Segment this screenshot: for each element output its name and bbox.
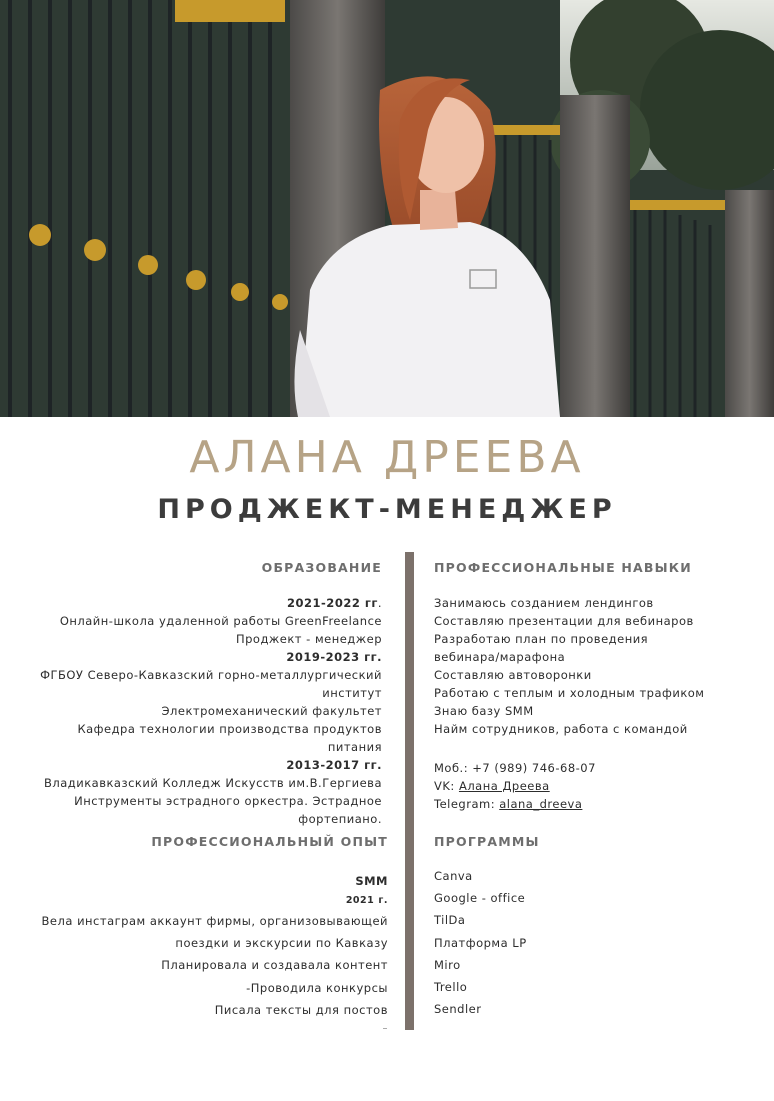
skill-2: Составляю презентации для вебинаров (434, 614, 694, 628)
programs-heading: ПРОГРАММЫ (434, 834, 540, 849)
education-heading: ОБРАЗОВАНИЕ (261, 560, 382, 575)
job-title: ПРОДЖЕКТ-МЕНЕДЖЕР (157, 494, 617, 525)
skill-8: Найм сотрудников, работа с командой (434, 722, 688, 736)
skill-1: Занимаюсь созданием лендингов (434, 596, 654, 610)
edu-2-years: 2019-2023 гг. (286, 650, 382, 664)
experience-section (30, 834, 388, 849)
contact-telegram: Telegram: alana_dreeva (434, 797, 583, 811)
programs-list (434, 865, 754, 1020)
edu-3-years: 2013-2017 гг. (286, 758, 382, 772)
skill-3: Разработаю план по проведения (434, 632, 649, 646)
exp-line-5: Писала тексты для постов (214, 1002, 388, 1017)
edu-1-school: Онлайн-школа удаленной работы GreenFreelance (59, 614, 382, 628)
exp-line-1: Вела инстаграм аккаунт фирмы, организовывающей (41, 914, 388, 928)
edu-2-faculty: Электромеханический факультет (161, 704, 382, 718)
person-name: АЛАНА ДРЕЕВА (189, 432, 585, 483)
skill-4: вебинара/марафона (434, 650, 566, 664)
program-item: Платформа LP (434, 935, 527, 950)
program-item: Sendler (434, 1002, 482, 1017)
program-item: Canva (434, 869, 473, 883)
program-item: Google - office (434, 891, 526, 906)
contact-phone: Моб.: +7 (989) 746-68-07 (434, 761, 596, 775)
program-item: TilDa (434, 913, 466, 928)
contacts (434, 759, 754, 813)
education-list (30, 594, 382, 828)
column-divider (405, 552, 414, 1030)
skills-heading: ПРОФЕССИОНАЛЬНЫЕ НАВЫКИ (434, 560, 692, 575)
edu-2-school-a: ФГБОУ Северо-Кавказский горно-металлургический (40, 668, 382, 682)
edu-3-school: Владикавказский Колледж Искусств им.В.Гергиева (43, 776, 382, 790)
skills-list (434, 594, 754, 738)
edu-2-dept: Кафедра технологии производства продуктов питания (77, 722, 382, 754)
experience-heading: ПРОФЕССИОНАЛЬНЫЙ ОПЫТ (151, 834, 388, 849)
edu-3-spec-a: Инструменты эстрадного оркестра. Эстрадное (74, 794, 382, 808)
program-item: Trello (434, 980, 468, 995)
portrait-photo (0, 0, 774, 417)
page-mark (383, 1028, 387, 1029)
skills-section (434, 560, 754, 575)
programs-section (434, 834, 754, 849)
edu-1-years: 2021-2022 гг. (287, 596, 382, 610)
program-item: Miro (434, 957, 461, 972)
skill-6: Работаю с теплым и холодным трафиком (434, 686, 705, 700)
portrait-photo-illustration (0, 0, 774, 417)
exp-role: SMM (355, 874, 388, 888)
skill-7: Знаю базу SMM (434, 704, 534, 718)
contact-vk: VK: Алана Дреева (434, 779, 550, 793)
exp-year: 2021 г. (345, 895, 388, 906)
edu-2-school-b: институт (322, 686, 382, 700)
vk-link[interactable]: Алана Дреева (458, 779, 550, 793)
education-section (30, 560, 382, 575)
exp-line-3: Планировала и создавала контент (161, 958, 388, 973)
edu-1-spec: Проджект - менеджер (235, 632, 382, 646)
edu-3-spec-b: фортепиано. (298, 812, 382, 826)
exp-line-2: поездки и экскурсии по Кавказу (175, 936, 388, 951)
skill-5: Составляю автоворонки (434, 668, 592, 682)
telegram-link[interactable]: alana_dreeva (499, 797, 583, 811)
experience-list (30, 872, 388, 1021)
exp-line-4: -Проводила конкурсы (246, 980, 388, 995)
